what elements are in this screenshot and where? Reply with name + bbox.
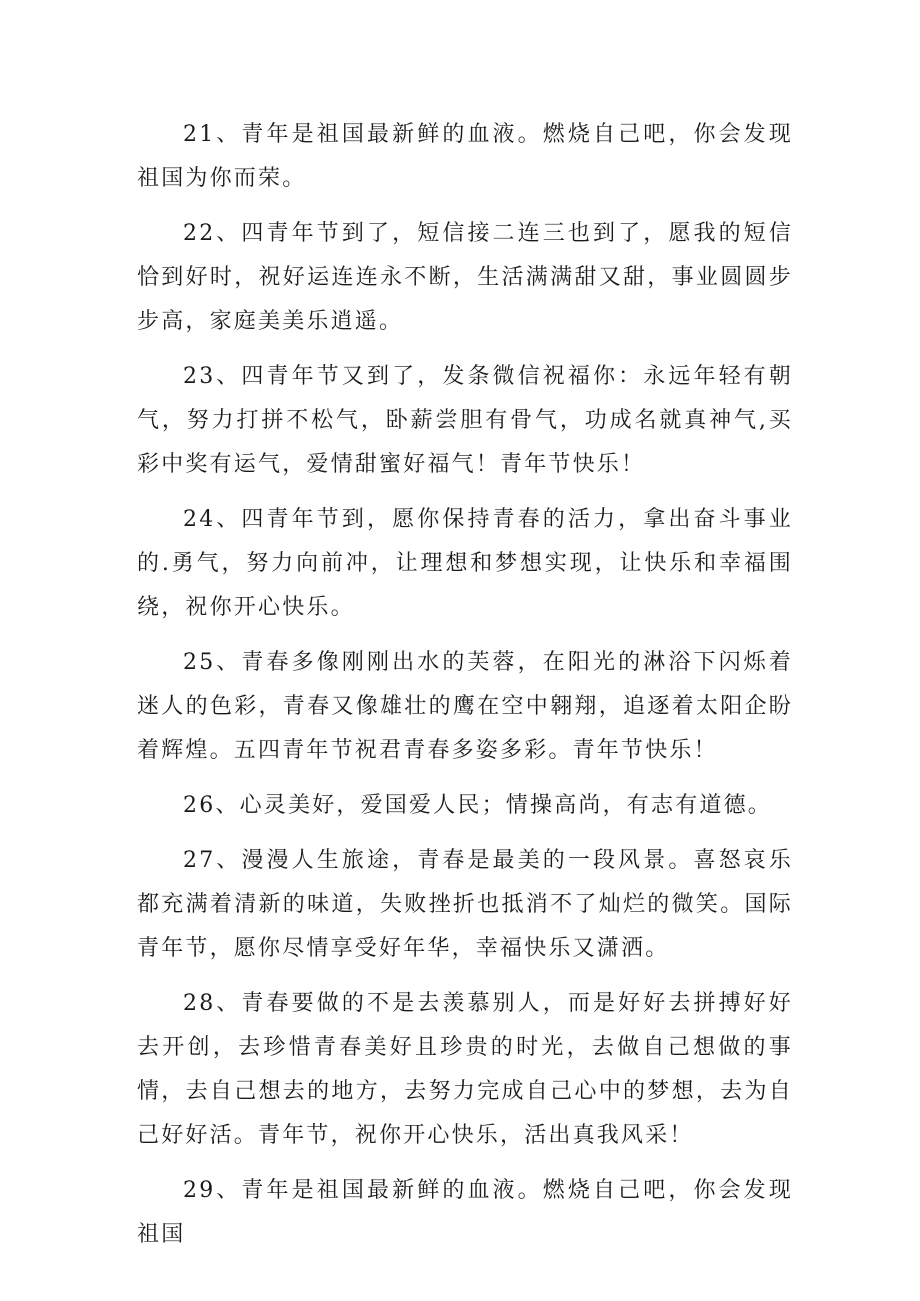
paragraph-29: 29、青年是祖国最新鲜的血液。燃烧自己吧，你会发现祖国 [137, 1178, 793, 1247]
paragraph-25: 25、青春多像刚刚出水的芙蓉，在阳光的淋浴下闪烁着迷人的色彩，青春又像雄壮的鹰在空中翱翔，追逐着太阳企盼着辉煌。五四青年节祝君青春多姿多彩。青年节快乐！ [137, 650, 793, 763]
paragraph-27: 27、漫漫人生旅途，青春是最美的一段风景。喜怒哀乐都充满着清新的味道，失败挫折也抵消不了灿烂的微笑。国际青年节，愿你尽情享受好年华，幸福快乐又潇洒。 [137, 848, 793, 961]
paragraph-22: 22、四青年节到了，短信接二连三也到了，愿我的短信恰到好时，祝好运连连永不断，生活满满甜又甜，事业圆圆步步高，家庭美美乐逍遥。 [137, 221, 793, 334]
paragraph-26: 26、心灵美好，爱国爱人民；情操高尚，有志有道德。 [183, 793, 772, 818]
paragraph-24: 24、四青年节到，愿你保持青春的活力，拿出奋斗事业的.勇气，努力向前冲，让理想和梦想实现，让快乐和幸福围绕，祝你开心快乐。 [137, 507, 793, 620]
paragraph-28: 28、青春要做的不是去羡慕别人，而是好好去拼搏好好去开创，去珍惜青春美好且珍贵的时光，去做自己想做的事情，去自己想去的地方，去努力完成自己心中的梦想，去为自己好好活。青年节，祝你开心快乐，活出真我风采！ [137, 991, 793, 1148]
paragraph-21: 21、青年是祖国最新鲜的血液。燃烧自己吧，你会发现祖国为你而荣。 [137, 122, 793, 191]
paragraph-23: 23、四青年节又到了，发条微信祝福你：永远年轻有朝气，努力打拼不松气，卧薪尝胆有骨气，功成名就真神气,买彩中奖有运气，爱情甜蜜好福气！青年节快乐！ [137, 364, 793, 477]
document-body [137, 113, 793, 1268]
